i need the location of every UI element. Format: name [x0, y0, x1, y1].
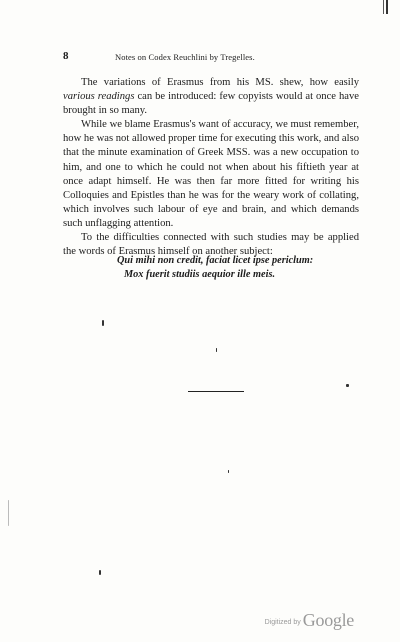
print-speck [346, 384, 349, 387]
paragraph-1-text-b: can be introduced: few copyists would at once have brought in so many. [63, 91, 359, 117]
paragraph-2 [63, 118, 359, 231]
google-logo: Google [302, 610, 354, 630]
watermark-prefix: Digitized by [264, 619, 301, 626]
section-separator-rule [188, 391, 244, 392]
paragraph-2-text: While we blame Erasmus's want of accuracy, we must remember, how he was not allowed proper time for executing this work, and also that the minute examination of Greek MSS. was a new occupation to him, and one to which he could not when about his fiftieth year at once adapt himself. He was then far more fitted for writing his Colloquies and Epistles than he was for the weary work of collating, which involves such labour of eye and brain, and which demands such unflagging attention. [63, 119, 359, 229]
page-header [63, 51, 353, 65]
print-speck [102, 320, 104, 326]
running-head: Notes on Codex Reuchlini by Tregelles. [115, 52, 255, 62]
paragraph-1 [63, 76, 359, 118]
binding-edge-mark-thin [383, 0, 384, 14]
binding-edge-mark [386, 0, 388, 14]
print-speck [99, 570, 101, 575]
latin-quotation [63, 254, 359, 281]
paragraph-1-text-a: The variations of Erasmus from his MS. shew, how easily [81, 77, 359, 88]
paragraph-3-text: To the difficulties connected with such studies may be applied the words of Erasmus himself on another subject: [63, 232, 359, 258]
print-speck [216, 348, 217, 352]
quotation-line-1: Qui mihi non credit, faciat licet ipse periclum: [117, 255, 314, 266]
quotation-line-2: Mox fuerit studiis aequior ille meis. [124, 268, 276, 280]
digitized-by-watermark [265, 610, 354, 631]
page-number: 8 [63, 50, 69, 62]
paragraph-1-italic-phrase: various readings [63, 91, 135, 103]
print-speck [228, 470, 229, 473]
body-text [63, 76, 359, 259]
page-edge-shadow [8, 500, 9, 526]
